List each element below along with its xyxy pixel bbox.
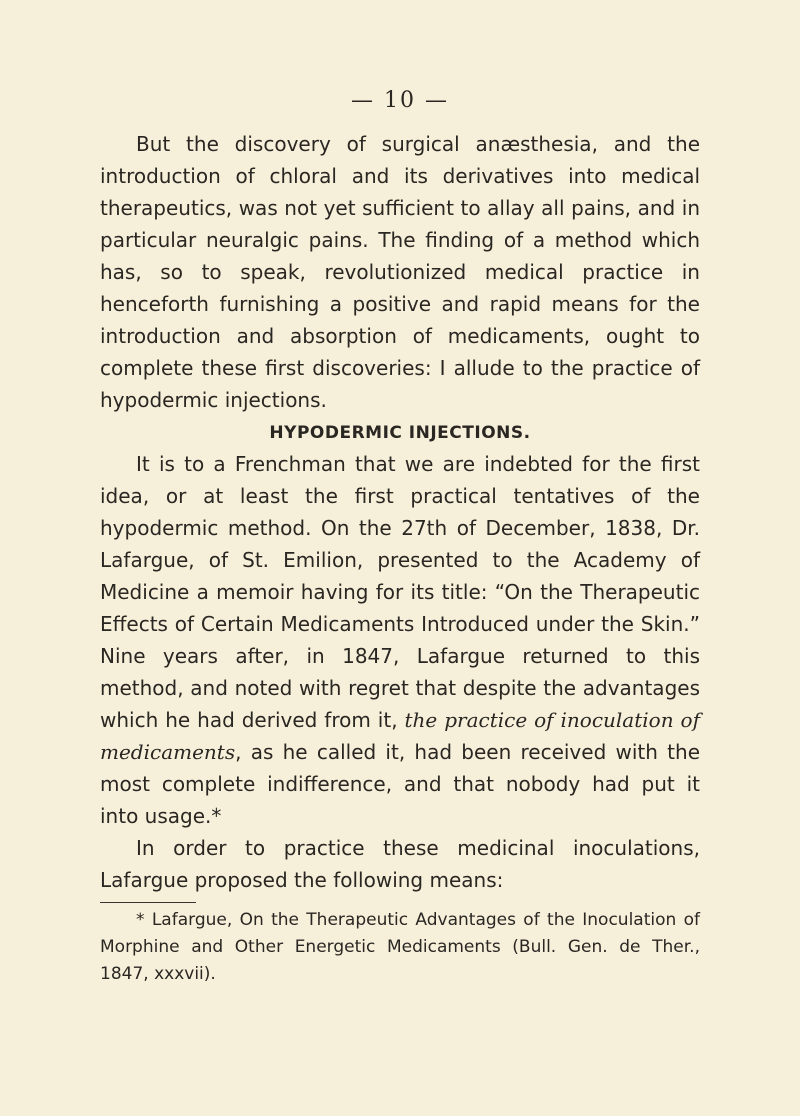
paragraph-3: In order to practice these medicinal inoculations, Lafargue proposed the following means: [100,836,700,892]
paragraph-2-text: It is to a Frenchman that we are indebted for the first idea, or at least the first practical tentatives of the hypodermic method. On the 27th of December, 1838, Dr. Lafargue, of St. Emilion, presented to the Academy of Medicine a memoir having for its title: “On the Therapeutic Effects of Certain Medicaments Introduced under the Skin.” Nine years after, in 1847, Lafargue returned to this method, and noted with regret that despite the advantages which he had derived from it, [100,452,700,732]
section-heading: HYPODERMIC INJECTIONS. [269,423,531,443]
paragraph-1: But the discovery of surgical anæsthesia, and the introduction of chloral and its derivatives into medical therapeutics, was not yet sufficient to allay all pains, and in particular neuralgic pains. The finding of a method which has, so to speak, revolutionized medical practice in henceforth furnishing a positive and rapid means for the introduction and absorption of medicaments, ought to complete these first discoveries: I allude to the practice of hypodermic injections. [100,132,700,412]
paragraph-2-end: , as he called it, had been received with the most complete indifference, and that nobody had put it into usage.* [100,740,700,828]
body-text [100,128,700,988]
paragraph-2-italic: the practice of inoculation of medicaments [100,708,700,764]
footnote-rule [100,902,196,903]
paragraph-2 [100,448,700,832]
page-number: — 10 — [351,88,449,113]
footnote: * Lafargue, On the Therapeutic Advantages of the Inoculation of Morphine and Other Energetic Medicaments (Bull. Gen. de Ther., 1847, xxxvii). [100,910,700,984]
